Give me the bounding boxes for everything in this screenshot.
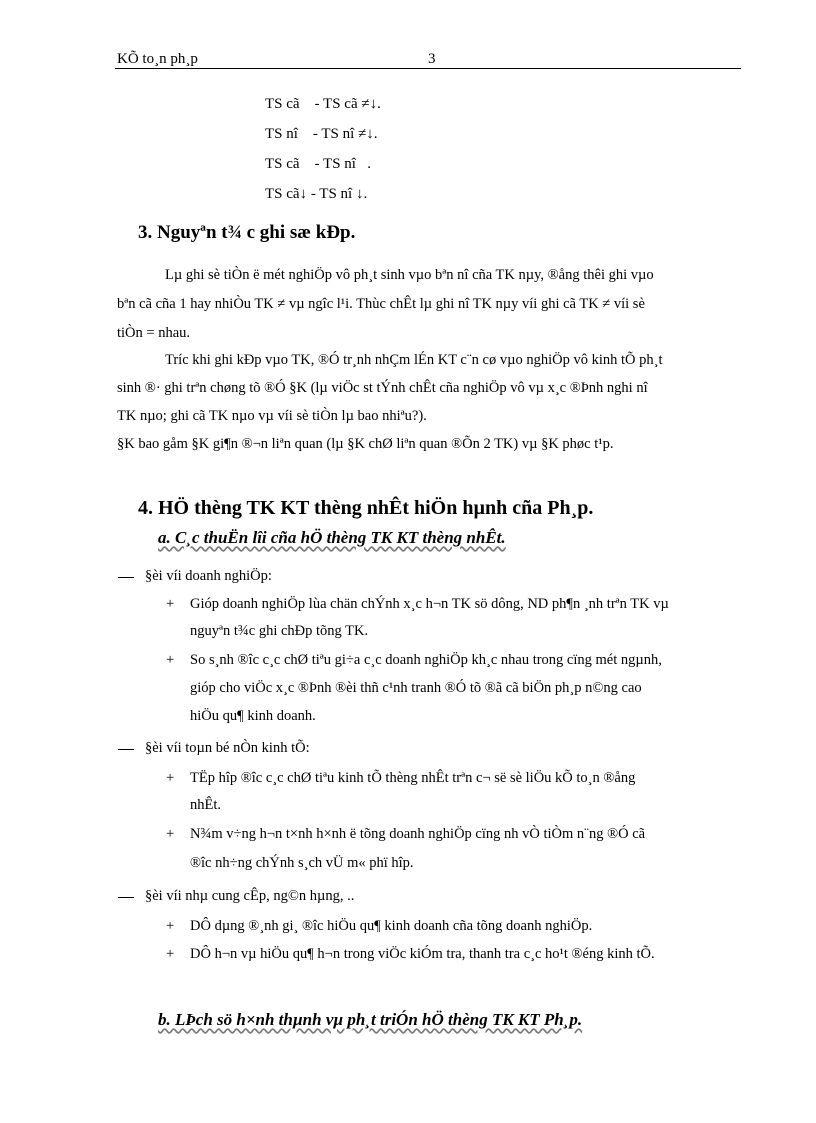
dash-bullet <box>118 577 134 578</box>
list-item-line: N¾m v÷ng h¬n t×nh h×nh ë tõng doanh nghiÖp cïng nh vÒ tiÒm n¨ng ®Ó cã <box>190 826 646 842</box>
paragraph-line: tiÒn = nhau. <box>117 325 191 341</box>
plus-bullet: + <box>166 946 175 962</box>
list-item-line: hiÖu qu¶ kinh doanh. <box>190 708 316 724</box>
list-item-line: So s¸nh ®îc c¸c chØ tiªu gi÷a c¸c doanh nghiÖp kh¸c nhau trong cïng mét ngµnh, <box>190 652 662 668</box>
subsection-a-heading: a. C¸c thuËn lîi cña hÖ thèng TK KT thèng nhÊt. <box>158 528 506 547</box>
plus-bullet: + <box>166 770 175 786</box>
list-item-line: DÔ dµng ®¸nh gi¸ ®îc hiÖu qu¶ kinh doanh cña tõng doanh nghiÖp. <box>190 918 593 934</box>
dash-bullet <box>118 897 134 898</box>
list-item-line: gióp cho viÖc x¸c ®Þnh ®èi thñ c¹nh tranh ®Ó tõ ®ã cã biÖn ph¸p n©ng cao <box>190 680 642 696</box>
formula-line: TS cã - TS nî . <box>265 156 371 172</box>
formula-line: TS cã - TS cã ≠↓. <box>265 96 381 112</box>
list-item-line: DÔ h¬n vµ hiÖu qu¶ h¬n trong viÖc kiÓm tra, thanh tra c¸c ho¹t ®éng kinh tÕ. <box>190 946 655 962</box>
header-rule <box>115 68 741 69</box>
paragraph-line: §K bao gåm §K gi¶n ®¬n liªn quan (lµ §K chØ liªn quan ®Õn 2 TK) vµ §K phøc t¹p. <box>117 436 614 452</box>
group-title: §èi víi doanh nghiÖp: <box>145 568 272 584</box>
subsection-b-heading: b. LÞch sö h×nh thµnh vµ ph¸t triÓn hÖ thèng TK KT Ph¸p. <box>158 1010 583 1029</box>
dash-bullet <box>118 749 134 750</box>
list-item-line: nguyªn t¾c ghi chÐp tõng TK. <box>190 623 369 639</box>
plus-bullet: + <box>166 826 175 842</box>
list-item-line: nhÊt. <box>190 797 222 813</box>
running-header-title: KÕ to¸n ph¸p <box>117 51 198 67</box>
group-title: §èi víi toµn bé nÒn kinh tÕ: <box>145 740 310 756</box>
formula-line: TS cã↓ - TS nî ↓. <box>265 186 368 202</box>
plus-bullet: + <box>166 652 175 668</box>
paragraph-line: sinh ®· ghi trªn chøng tõ ®Ó §K (lµ viÖc st tÝnh chÊt cña nghiÖp vô vµ x¸c ®Þnh nghi nî <box>117 380 648 396</box>
plus-bullet: + <box>166 918 175 934</box>
list-item-line: ®îc nh÷ng chÝnh s¸ch vÜ m« phï hîp. <box>190 855 414 871</box>
page-number: 3 <box>428 51 436 67</box>
group-title: §èi víi nhµ cung cÊp, ng©n hµng, .. <box>145 888 355 904</box>
list-item-line: TËp hîp ®îc c¸c chØ tiªu kinh tÕ thèng nhÊt trªn c¬ së sè liÖu kÕ to¸n ®ång <box>190 770 636 786</box>
plus-bullet: + <box>166 596 175 612</box>
formula-line: TS nî - TS nî ≠↓. <box>265 126 378 142</box>
paragraph-line: Tríc khi ghi kÐp vµo TK, ®Ó tr¸nh nhÇm lÉn KT c¨n cø vµo nghiÖp vô kinh tÕ ph¸t <box>165 352 663 368</box>
paragraph-line: Lµ ghi sè tiÒn ë mét nghiÖp vô ph¸t sinh vµo bªn nî cña TK nµy, ®ång thêi ghi vµo <box>165 267 654 283</box>
section-4-heading: 4. HÖ thèng TK KT thèng nhÊt hiÖn hµnh cña Ph¸p. <box>138 497 594 519</box>
list-item-line: Gióp doanh nghiÖp lùa chän chÝnh x¸c h¬n TK sö dông, ND ph¶n ¸nh trªn TK vµ <box>190 596 669 612</box>
paragraph-line: bªn cã cña 1 hay nhiÒu TK ≠ vµ ngîc l¹i. Thùc chÊt lµ ghi nî TK nµy víi ghi cã TK ≠ víi sè <box>117 296 645 312</box>
paragraph-line: TK nµo; ghi cã TK nµo vµ víi sè tiÒn lµ bao nhiªu?). <box>117 408 427 424</box>
section-3-heading: 3. Nguyªn t¾ c ghi sæ kÐp. <box>138 222 356 243</box>
